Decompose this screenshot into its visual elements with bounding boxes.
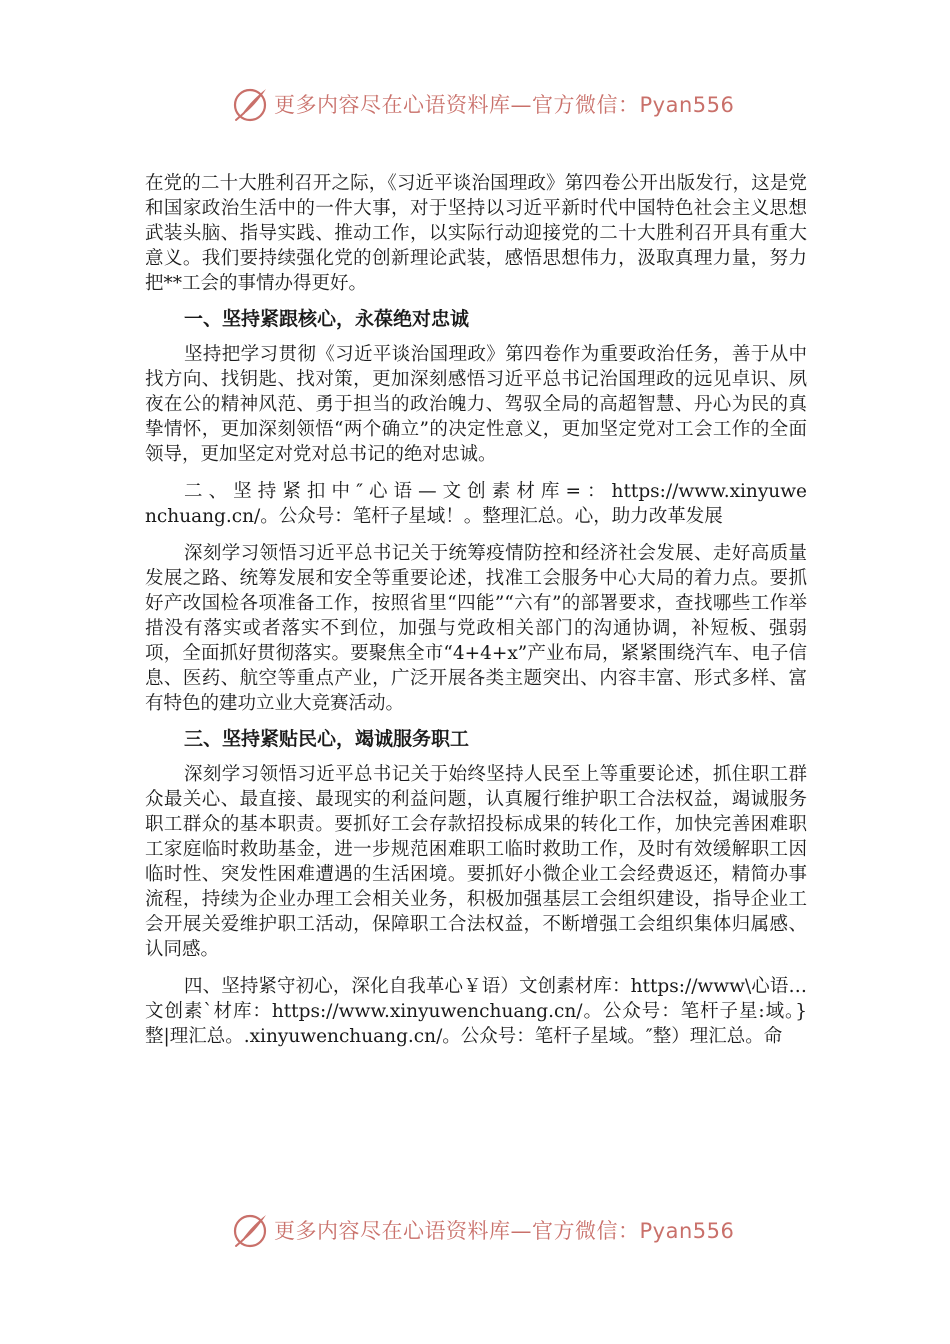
header-banner [230,84,734,124]
footer-banner [230,1210,734,1250]
section-paragraph-3: 深刻学习领悟习近平总书记关于始终坚持人民至上等重要论述，抓住职工群众最关心、最直接、最现实的利益问题，认真履行维护职工合法权益，竭诚服务职工群众的基本职责。要抓好工会存款招投标成果的转化工作，加快完善困难职工家庭临时救助基金，进一步规范困难职工临时救助工作，及时有效缓解职工因临时性、突发性困难遭遇的生活困境。要抓好小微企业工会经费返还，精简办事流程，持续为企业办理工会相关业务，积极加强基层工会组织建设，指导企业工会开展关爱维护职工活动，保障职工合法权益，不断增强工会组织集体归属感、认同感。 [145,764,807,960]
intro-paragraph: 在党的二十大胜利召开之际，《习近平谈治国理政》第四卷公开出版发行，这是党和国家政治生活中的一件大事，对于坚持以习近平新时代中国特色社会主义思想武装头脑、指导实践、推动工作，以实际行动迎接党的二十大胜利召开具有重大意义。我们要持续强化党的创新理论武装，感悟思想伟力，汲取真理力量，努力把**工会的事情办得更好。 [145,173,807,294]
section-heading-4: 四、坚持紧守初心，深化自我革心￥语）文创素材库：https://www\心语…文创素`材库：https://www.xinyuwenchuang.cn/。公众号：笔杆子星:域。}整|理汇总。.xinyuwenchuang.cn/。公众号：笔杆子星域。″整）理汇总。命 [145,976,807,1047]
section-paragraph-1: 坚持把学习贯彻《习近平谈治国理政》第四卷作为重要政治任务，善于从中找方向、找钥匙、找对策，更加深刻感悟习近平总书记治国理政的远见卓识、夙夜在公的精神风范、勇于担当的政治魄力、驾驭全局的高超智慧、丹心为民的真挚情怀，更加深刻领悟“两个确立”的决定性意义，更加坚定党对工会工作的全面领导，更加坚定对党对总书记的绝对忠诚。 [145,344,807,465]
quill-logo-icon [230,1210,270,1250]
banner-text: 更多内容尽在心语资料库—官方微信：Pyan556 [274,1219,735,1243]
banner-text: 更多内容尽在心语资料库—官方微信：Pyan556 [274,93,735,117]
quill-logo-icon [230,84,270,124]
document-body [145,171,807,1049]
section-paragraph-2: 深刻学习领悟习近平总书记关于统筹疫情防控和经济社会发展、走好高质量发展之路、统筹发展和安全等重要论述，找准工会服务中心大局的着力点。要抓好产改国检各项准备工作，按照省里“四能”“六有”的部署要求，查找哪些工作举措没有落实或者落实不到位，加强与党政相关部门的沟通协调，补短板、强弱项，全面抓好贯彻落实。要聚焦全市“4+4+x”产业布局，紧紧围绕汽车、电子信息、医药、航空等重点产业，广泛开展各类主题突出、内容丰富、形式多样、富有特色的建功立业大竞赛活动。 [145,543,807,714]
section-heading-3: 三、坚持紧贴民心，竭诚服务职工 [184,728,470,750]
section-heading-2: 二 、 坚 持 紧 扣 中 ″ 心 语 — 文 创 素 材 库 = ： https://www.xinyuwenchuang.cn/。公众号：笔杆子星域！。整理汇总。心，助力改革发展 [145,481,807,527]
section-heading-1: 一、坚持紧跟核心，永葆绝对忠诚 [184,308,470,330]
